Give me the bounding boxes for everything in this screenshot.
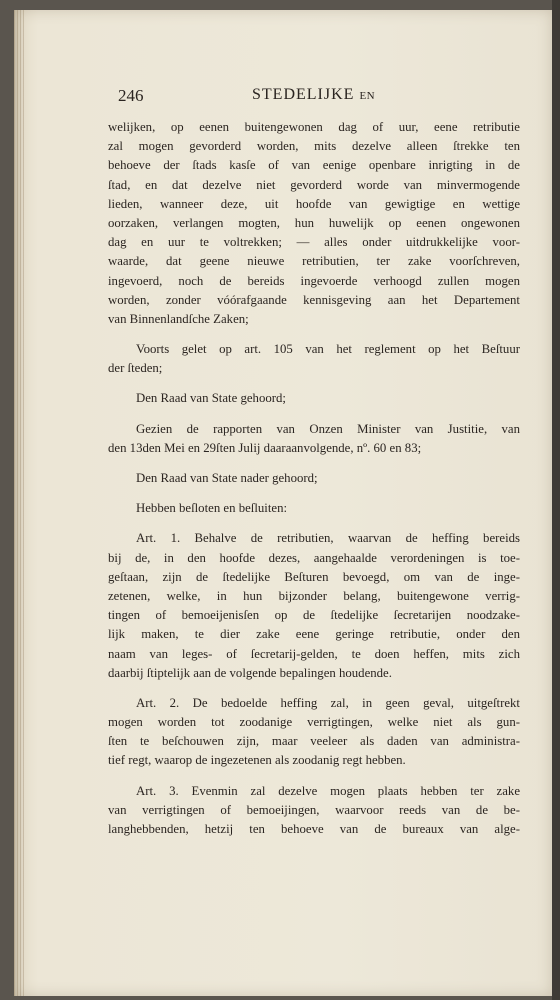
paragraph-article-2 <box>108 694 520 771</box>
text-line: oorzaken, verlangen mogten, hun huwelijk op eenen ongewonen <box>108 215 520 230</box>
paragraph-council-heard-again <box>108 469 520 488</box>
page-header <box>118 86 518 108</box>
paragraph-article-1 <box>108 529 520 683</box>
paragraph-reports-seen <box>108 420 520 458</box>
text-line: lieden, wanneer deze, uit hoofde van gewigtige en wettige <box>108 196 520 211</box>
paragraph-gap <box>108 683 520 694</box>
text-line: zal mogen gevorderd worden, mits dezelve alleen ſtrekke ten <box>108 139 520 154</box>
page-gutter-edge <box>14 10 24 996</box>
running-title-main: STEDELIJKE <box>252 86 355 103</box>
text-line: tief regt, waarop de ingezetenen als zoodanig regt hebben. <box>108 753 406 768</box>
text-line: behoeve der ſtads kasſe of van eenige openbare inrigting in de <box>108 158 520 173</box>
text-line: van verrigtingen of bemoeijingen, waarvoor reeds van de be- <box>108 802 520 817</box>
text-line: van Binnenlandſche Zaken; <box>108 311 249 326</box>
paragraph-gap <box>108 329 520 340</box>
text-line: bij de, in den hoofde dezes, aangehaalde verordeningen is toe- <box>108 550 520 565</box>
running-title-small: EN <box>359 90 376 102</box>
text-line: langhebbenden, hetzij ten behoeve van de bureaux van alge- <box>108 822 520 836</box>
paragraph-gap <box>108 458 520 469</box>
text-line: den 13den Mei en 29ſten Julij daaraanvolgende, nº. 60 en 83; <box>108 440 422 455</box>
paragraph-gap <box>108 409 520 420</box>
text-line: dag en uur te voltrekken; — alles onder uitdrukkelijke voor- <box>108 235 520 250</box>
paragraph-gap <box>108 518 520 529</box>
text-line: Gezien de rapporten van Onzen Minister van Justitie, van <box>136 421 520 436</box>
text-line: Hebben beſloten en beſluiten: <box>136 501 288 516</box>
paragraph-marriage-fees <box>108 118 520 329</box>
text-line: Den Raad van State nader gehoord; <box>136 471 318 485</box>
text-line: der ſteden; <box>108 361 163 376</box>
text-line: Voorts gelet op art. 105 van het reglement op het Beſtuur <box>136 342 520 357</box>
text-line: Art. 3. Evenmin zal dezelve mogen plaats hebben ter zake <box>136 783 520 798</box>
scan-border <box>552 0 560 1000</box>
text-line: Den Raad van State gehoord; <box>136 391 286 406</box>
text-line: ſtad, en dat dezelve niet gevorderd worde van minvermogende <box>108 177 520 192</box>
text-line: daarbij ſtiptelijk aan de volgende bepalingen houdende. <box>108 665 392 680</box>
text-line: Art. 2. De bedoelde heffing zal, in geen geval, uitgeſtrekt <box>136 695 520 710</box>
text-line: geſtaan, zijn de ſtedelijke Beſturen bevoegd, om van de inge- <box>108 569 520 584</box>
paragraph-article-3 <box>108 782 520 840</box>
text-line: ſten te beſchouwen zijn, maar veeleer als daden van administra- <box>108 734 520 749</box>
text-line: zetenen, welke, in hun bijzonder belang, buitengewone verrig- <box>108 588 520 603</box>
paragraph-gap <box>108 378 520 389</box>
text-line: tingen of bemoeijenisſen op de ſtedelijke ſecretarijen noodzake- <box>108 608 520 623</box>
text-line: naam van leges- of ſecretarij-gelden, te doen heffen, mits zich <box>108 646 520 661</box>
text-line: Art. 1. Behalve de retributien, waarvan de heffing bereids <box>136 531 520 546</box>
text-line: waarde, dat geene nieuwe retributien, ter zake voorſchreven, <box>108 254 520 269</box>
text-line: worden, zonder vóórafgaande kennisgeving aan het Departement <box>108 292 520 307</box>
text-line: mogen worden tot zoodanige verrigtingen, welke niet als gun- <box>108 715 520 730</box>
body-text <box>108 118 520 839</box>
running-title <box>252 86 375 104</box>
paragraph-gap <box>108 488 520 499</box>
paragraph-gap <box>108 771 520 782</box>
text-line: welijken, op eenen buitengewonen dag of uur, eene retributie <box>108 120 520 134</box>
paragraph-council-heard <box>108 389 520 408</box>
text-line: ingevoerd, noch de bereids ingevoerde verhoogd zullen mogen <box>108 273 520 288</box>
paragraph-resolution <box>108 499 520 518</box>
text-line: lijk maken, te dier zake eene geringe retributie, onder den <box>108 627 520 642</box>
page-number: 246 <box>118 86 144 105</box>
paragraph-considering-art-105 <box>108 340 520 378</box>
